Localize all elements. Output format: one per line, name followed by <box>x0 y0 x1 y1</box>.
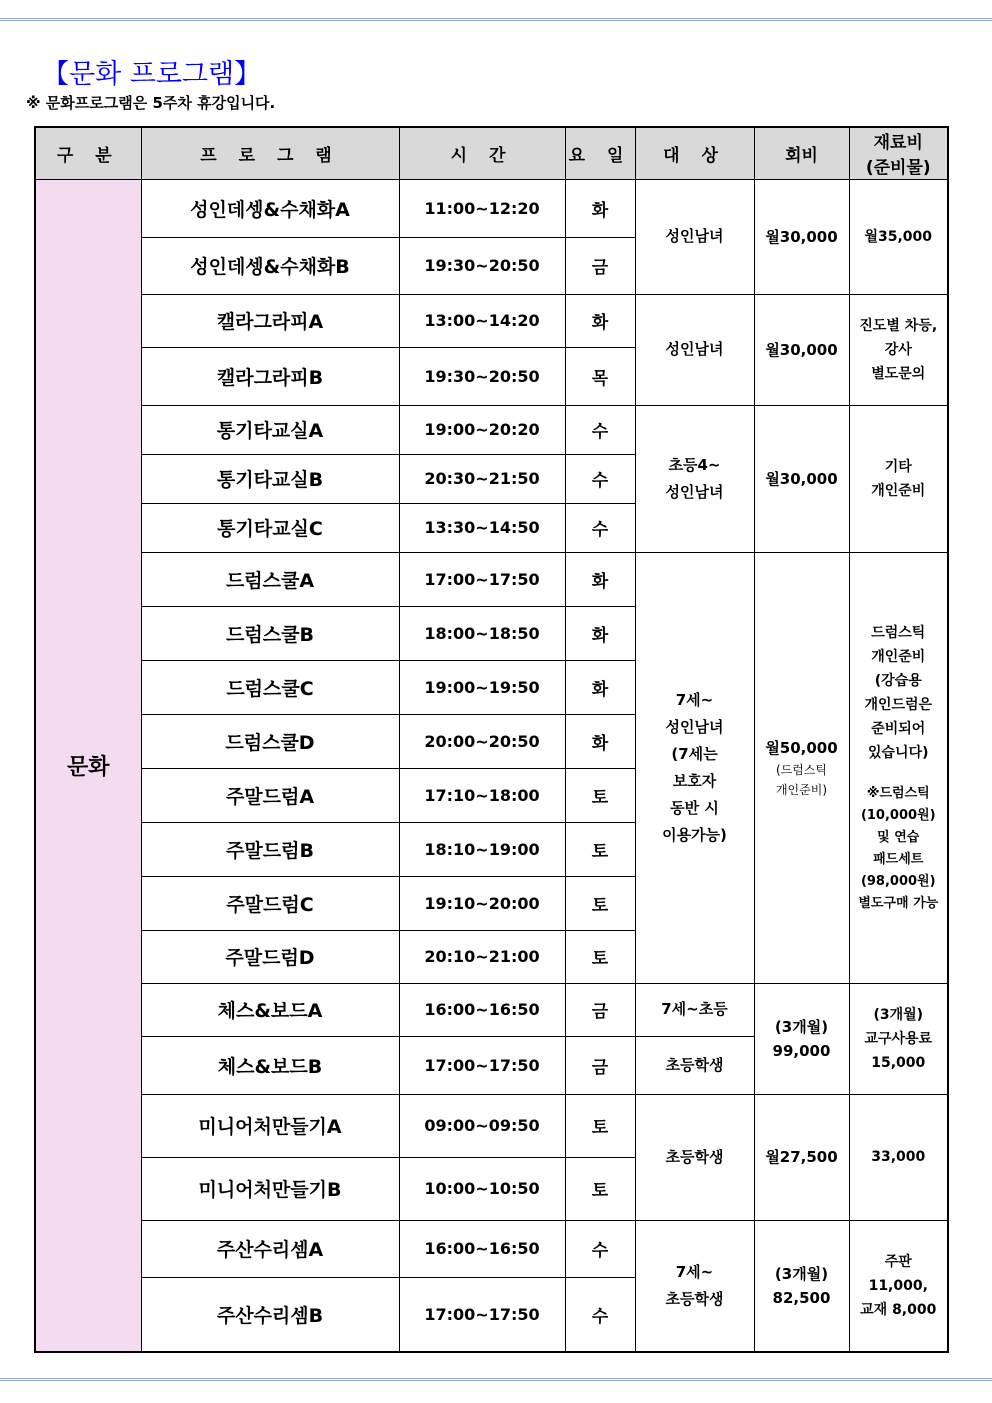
program-time: 19:10~20:00 <box>399 876 565 930</box>
bottom-border <box>0 1378 992 1381</box>
program-day: 수 <box>565 454 635 503</box>
program-time: 16:00~16:50 <box>399 983 565 1036</box>
program-time: 16:00~16:50 <box>399 1220 565 1277</box>
header-day: 요 일 <box>565 127 635 179</box>
program-day: 화 <box>565 294 635 347</box>
program-time: 17:00~17:50 <box>399 1036 565 1094</box>
program-time: 17:00~17:50 <box>399 552 565 606</box>
program-time: 17:10~18:00 <box>399 768 565 822</box>
program-day: 화 <box>565 660 635 714</box>
fee-cell: (3개월) 99,000 <box>754 983 849 1094</box>
holiday-note: ※ 문화프로그램은 5주차 휴강입니다. <box>26 94 276 112</box>
program-name: 미니어처만들기A <box>141 1094 399 1157</box>
program-name: 드럼스쿨D <box>141 714 399 768</box>
program-day: 화 <box>565 179 635 237</box>
header-program: 프 로 그 램 <box>141 127 399 179</box>
material-cell: 진도별 차등, 강사 별도문의 <box>849 294 948 405</box>
program-name: 주말드럼B <box>141 822 399 876</box>
program-time: 19:30~20:50 <box>399 237 565 294</box>
table-row <box>35 983 948 1036</box>
program-name: 미니어처만들기B <box>141 1157 399 1220</box>
target-cell: 7세~ 초등학생 <box>635 1220 754 1352</box>
program-time: 11:00~12:20 <box>399 179 565 237</box>
program-name: 통기타교실B <box>141 454 399 503</box>
program-day: 수 <box>565 1220 635 1277</box>
program-name: 캘라그라피A <box>141 294 399 347</box>
target-cell: 7세~초등 <box>635 983 754 1036</box>
program-day: 토 <box>565 876 635 930</box>
fee-cell: 월50,000 (드럼스틱 개인준비) <box>754 552 849 983</box>
program-day: 목 <box>565 347 635 405</box>
program-day: 토 <box>565 1094 635 1157</box>
table-row <box>35 405 948 454</box>
program-day: 토 <box>565 1157 635 1220</box>
program-name: 체스&보드B <box>141 1036 399 1094</box>
target-cell: 초등학생 <box>635 1036 754 1094</box>
program-day: 화 <box>565 714 635 768</box>
material-cell: 드럼스틱 개인준비 (강습용 개인드럼은 준비되어 있습니다) ※드럼스틱 (10,000원) 및 연습 패드세트 (98,000원) 별도구매 가능 <box>849 552 948 983</box>
table-row <box>35 1094 948 1157</box>
fee-cell: 월30,000 <box>754 294 849 405</box>
program-time: 10:00~10:50 <box>399 1157 565 1220</box>
material-cell: (3개월) 교구사용료 15,000 <box>849 983 948 1094</box>
program-time: 19:30~20:50 <box>399 347 565 405</box>
program-name: 성인데셍&수채화A <box>141 179 399 237</box>
table-row <box>35 294 948 347</box>
program-time: 17:00~17:50 <box>399 1277 565 1352</box>
program-name: 통기타교실A <box>141 405 399 454</box>
program-day: 토 <box>565 930 635 983</box>
program-name: 주산수리셈A <box>141 1220 399 1277</box>
page-title: 【문화 프로그램】 <box>42 59 262 90</box>
program-day: 수 <box>565 1277 635 1352</box>
material-cell: 기타 개인준비 <box>849 405 948 552</box>
program-name: 체스&보드A <box>141 983 399 1036</box>
program-time: 20:00~20:50 <box>399 714 565 768</box>
program-name: 성인데셍&수채화B <box>141 237 399 294</box>
program-day: 금 <box>565 983 635 1036</box>
program-time: 19:00~20:20 <box>399 405 565 454</box>
table-row <box>35 1220 948 1277</box>
fee-cell: (3개월) 82,500 <box>754 1220 849 1352</box>
program-time: 20:30~21:50 <box>399 454 565 503</box>
program-time: 13:00~14:20 <box>399 294 565 347</box>
program-time: 20:10~21:00 <box>399 930 565 983</box>
program-day: 금 <box>565 237 635 294</box>
program-day: 토 <box>565 822 635 876</box>
target-cell: 성인남녀 <box>635 294 754 405</box>
table-row <box>35 179 948 237</box>
program-name: 주산수리셈B <box>141 1277 399 1352</box>
target-cell: 7세~ 성인남녀 (7세는 보호자 동반 시 이용가능) <box>635 552 754 983</box>
program-day: 수 <box>565 405 635 454</box>
program-name: 드럼스쿨B <box>141 606 399 660</box>
target-cell: 성인남녀 <box>635 179 754 294</box>
fee-cell: 월30,000 <box>754 405 849 552</box>
header-category: 구 분 <box>35 127 141 179</box>
header-fee: 회비 <box>754 127 849 179</box>
program-schedule-table <box>34 126 949 1353</box>
header-target: 대 상 <box>635 127 754 179</box>
target-cell: 초등학생 <box>635 1094 754 1220</box>
material-cell: 주판 11,000, 교재 8,000 <box>849 1220 948 1352</box>
program-time: 19:00~19:50 <box>399 660 565 714</box>
fee-cell: 월27,500 <box>754 1094 849 1220</box>
program-day: 수 <box>565 503 635 552</box>
program-name: 캘라그라피B <box>141 347 399 405</box>
material-cell: 월35,000 <box>849 179 948 294</box>
program-name: 통기타교실C <box>141 503 399 552</box>
table-row <box>35 552 948 606</box>
material-cell: 33,000 <box>849 1094 948 1220</box>
header-time: 시 간 <box>399 127 565 179</box>
top-border <box>0 18 992 21</box>
program-time: 09:00~09:50 <box>399 1094 565 1157</box>
program-name: 주말드럼D <box>141 930 399 983</box>
program-name: 드럼스쿨C <box>141 660 399 714</box>
header-material: 재료비 (준비물) <box>849 127 948 179</box>
program-time: 18:00~18:50 <box>399 606 565 660</box>
program-name: 드럼스쿨A <box>141 552 399 606</box>
program-day: 토 <box>565 768 635 822</box>
program-day: 화 <box>565 552 635 606</box>
program-day: 화 <box>565 606 635 660</box>
target-cell: 초등4~ 성인남녀 <box>635 405 754 552</box>
program-name: 주말드럼C <box>141 876 399 930</box>
program-name: 주말드럼A <box>141 768 399 822</box>
program-time: 18:10~19:00 <box>399 822 565 876</box>
category-cell: 문화 <box>35 179 141 1352</box>
program-time: 13:30~14:50 <box>399 503 565 552</box>
header-row <box>35 127 948 179</box>
fee-cell: 월30,000 <box>754 179 849 294</box>
program-day: 금 <box>565 1036 635 1094</box>
